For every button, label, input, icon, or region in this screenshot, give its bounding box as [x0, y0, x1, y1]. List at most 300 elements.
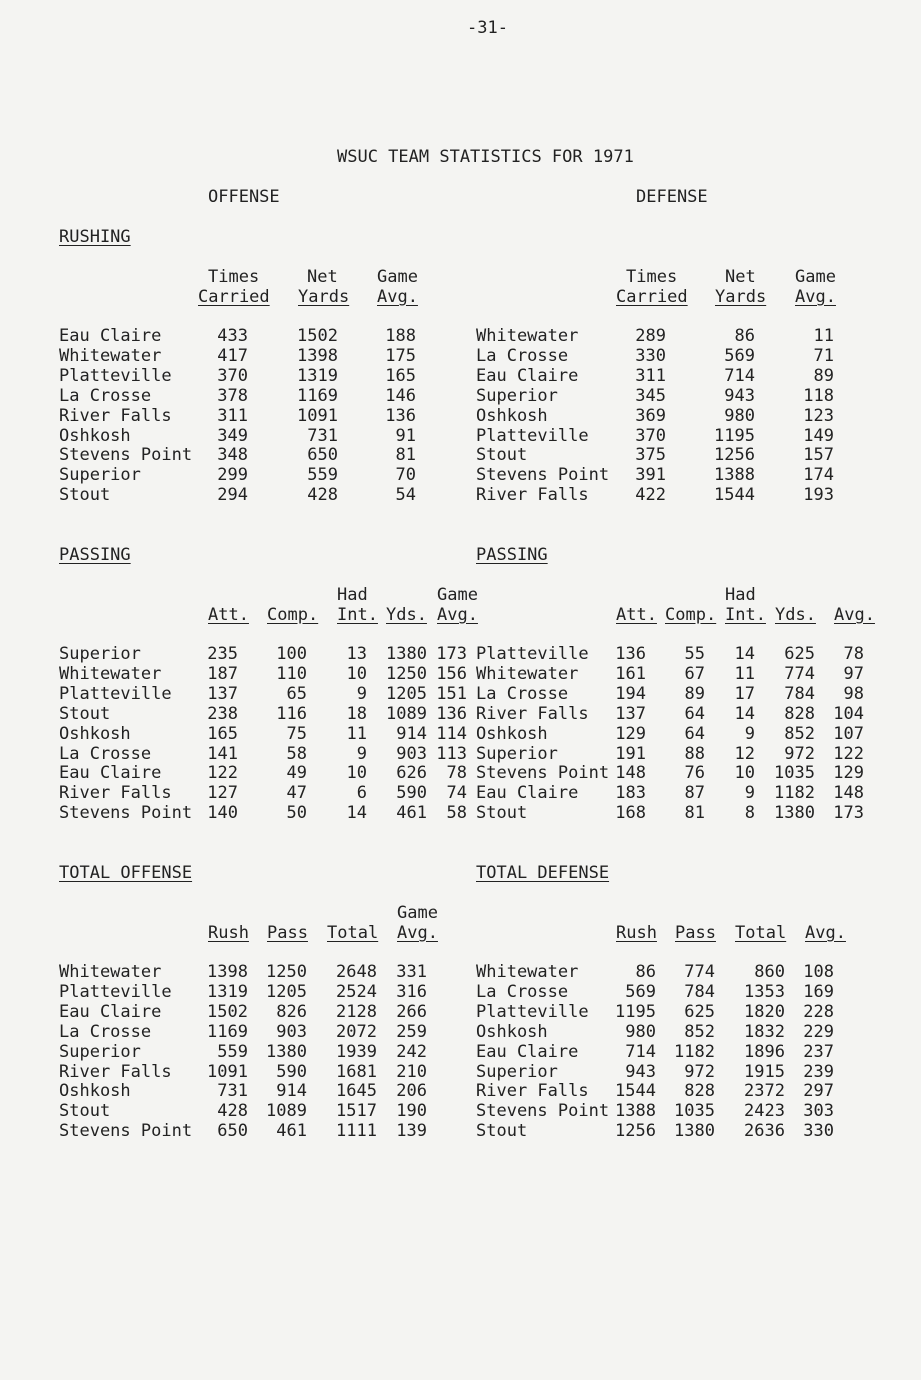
- stat-cell: 428: [307, 485, 338, 505]
- pass-off-hdr-att: Att.: [208, 605, 249, 625]
- rush-off-hdr-times: Times: [208, 267, 260, 287]
- stat-cell: 1089: [386, 704, 427, 724]
- stat-cell: 1169: [297, 386, 338, 406]
- stat-cell: 316: [396, 982, 427, 1002]
- stat-cell: 156: [436, 664, 467, 684]
- stat-cell: 75: [286, 724, 307, 744]
- stat-cell: 433: [217, 326, 248, 346]
- stat-cell: 87: [684, 783, 705, 803]
- stat-cell: 116: [276, 704, 307, 724]
- team-name: Oshkosh: [59, 724, 131, 744]
- stat-cell: 137: [615, 704, 646, 724]
- stat-cell: 58: [286, 744, 307, 764]
- team-name: Stevens Point: [476, 763, 610, 783]
- team-name: Stout: [476, 803, 528, 823]
- stat-cell: 237: [803, 1042, 834, 1062]
- team-name: Stevens Point: [476, 1101, 610, 1121]
- stat-cell: 190: [396, 1101, 427, 1121]
- stat-cell: 303: [803, 1101, 834, 1121]
- team-name: Stevens Point: [59, 445, 193, 465]
- rush-def-hdr-net: Net: [725, 267, 756, 287]
- stat-cell: 1398: [297, 346, 338, 366]
- stat-cell: 122: [833, 744, 864, 764]
- stat-cell: 259: [396, 1022, 427, 1042]
- stat-cell: 784: [784, 684, 815, 704]
- stat-cell: 136: [436, 704, 467, 724]
- rush-def-hdr-game: Game: [795, 267, 836, 287]
- team-name: Eau Claire: [59, 763, 162, 783]
- stat-cell: 1502: [207, 1002, 248, 1022]
- team-name: La Crosse: [59, 1022, 152, 1042]
- stat-cell: 9: [356, 744, 367, 764]
- stat-cell: 369: [635, 406, 666, 426]
- stat-cell: 9: [744, 783, 755, 803]
- stat-cell: 18: [346, 704, 367, 724]
- team-name: Platteville: [59, 684, 172, 704]
- stat-cell: 161: [615, 664, 646, 684]
- stat-cell: 774: [784, 664, 815, 684]
- pass-def-hdr-int: Int.: [725, 605, 766, 625]
- stat-cell: 1091: [297, 406, 338, 426]
- stat-cell: 194: [615, 684, 646, 704]
- stat-cell: 1319: [207, 982, 248, 1002]
- rush-off-hdr-net: Net: [307, 267, 338, 287]
- stat-cell: 1645: [336, 1081, 377, 1101]
- team-name: River Falls: [59, 783, 172, 803]
- tot-off-hdr-rush: Rush: [208, 923, 249, 943]
- team-name: Stevens Point: [476, 465, 610, 485]
- stat-cell: 81: [684, 803, 705, 823]
- stat-cell: 67: [684, 664, 705, 684]
- stat-cell: 151: [436, 684, 467, 704]
- stat-cell: 1256: [615, 1121, 656, 1141]
- team-name: Whitewater: [59, 664, 162, 684]
- stat-cell: 1939: [336, 1042, 377, 1062]
- rush-def-hdr-carried: Carried: [616, 287, 688, 307]
- pass-off-hdr-had: Had: [337, 585, 368, 605]
- stat-cell: 17: [734, 684, 755, 704]
- total-defense-heading: TOTAL DEFENSE: [476, 863, 610, 883]
- stat-cell: 129: [615, 724, 646, 744]
- stat-cell: 1896: [744, 1042, 785, 1062]
- stat-cell: 228: [803, 1002, 834, 1022]
- stat-cell: 89: [684, 684, 705, 704]
- team-name: Superior: [476, 1062, 558, 1082]
- stat-cell: 1319: [297, 366, 338, 386]
- stat-cell: 1398: [207, 962, 248, 982]
- stat-cell: 165: [385, 366, 416, 386]
- team-name: Whitewater: [476, 962, 579, 982]
- stat-cell: 137: [207, 684, 238, 704]
- stat-cell: 625: [784, 644, 815, 664]
- stat-cell: 98: [843, 684, 864, 704]
- stat-cell: 731: [307, 426, 338, 446]
- stat-cell: 375: [635, 445, 666, 465]
- stat-cell: 148: [615, 763, 646, 783]
- team-name: La Crosse: [476, 346, 569, 366]
- stat-cell: 626: [396, 763, 427, 783]
- stat-cell: 852: [784, 724, 815, 744]
- stat-cell: 6: [356, 783, 367, 803]
- stat-cell: 980: [625, 1022, 656, 1042]
- stat-cell: 914: [276, 1081, 307, 1101]
- team-name: Platteville: [476, 1002, 589, 1022]
- stat-cell: 64: [684, 704, 705, 724]
- page-number: -31-: [467, 18, 508, 38]
- stat-cell: 11: [813, 326, 834, 346]
- pass-off-hdr-comp: Comp.: [267, 605, 319, 625]
- stat-cell: 175: [385, 346, 416, 366]
- team-name: Platteville: [59, 366, 172, 386]
- stat-cell: 2636: [744, 1121, 785, 1141]
- stat-cell: 980: [724, 406, 755, 426]
- stat-cell: 461: [276, 1121, 307, 1141]
- team-name: Platteville: [59, 982, 172, 1002]
- pass-def-hdr-had: Had: [725, 585, 756, 605]
- passing-offense-heading: PASSING: [59, 545, 131, 565]
- pass-def-hdr-att: Att.: [616, 605, 657, 625]
- pass-off-hdr-avg: Avg.: [437, 605, 478, 625]
- team-name: Oshkosh: [59, 426, 131, 446]
- pass-off-hdr-game: Game: [437, 585, 478, 605]
- stat-cell: 826: [276, 1002, 307, 1022]
- stat-cell: 1544: [714, 485, 755, 505]
- stat-cell: 11: [346, 724, 367, 744]
- stat-cell: 903: [276, 1022, 307, 1042]
- stat-cell: 714: [625, 1042, 656, 1062]
- stat-cell: 10: [346, 763, 367, 783]
- stat-cell: 391: [635, 465, 666, 485]
- stat-cell: 13: [346, 644, 367, 664]
- team-name: Superior: [476, 386, 558, 406]
- stat-cell: 141: [207, 744, 238, 764]
- tot-def-hdr-total: Total: [735, 923, 787, 943]
- stat-cell: 97: [843, 664, 864, 684]
- stat-cell: 173: [436, 644, 467, 664]
- stat-cell: 122: [207, 763, 238, 783]
- stat-cell: 345: [635, 386, 666, 406]
- stat-cell: 1169: [207, 1022, 248, 1042]
- stat-cell: 210: [396, 1062, 427, 1082]
- stat-cell: 731: [217, 1081, 248, 1101]
- stat-cell: 114: [436, 724, 467, 744]
- team-name: Whitewater: [59, 962, 162, 982]
- stat-cell: 1502: [297, 326, 338, 346]
- stat-cell: 625: [684, 1002, 715, 1022]
- tot-off-hdr-total: Total: [327, 923, 379, 943]
- rush-off-hdr-carried: Carried: [198, 287, 270, 307]
- stat-cell: 1388: [714, 465, 755, 485]
- stat-cell: 2648: [336, 962, 377, 982]
- stat-cell: 297: [803, 1081, 834, 1101]
- stat-cell: 559: [217, 1042, 248, 1062]
- team-name: Stout: [59, 1101, 111, 1121]
- stat-cell: 289: [635, 326, 666, 346]
- stat-cell: 148: [833, 783, 864, 803]
- team-name: Eau Claire: [476, 783, 579, 803]
- stat-cell: 78: [446, 763, 467, 783]
- stat-cell: 136: [385, 406, 416, 426]
- stat-cell: 74: [446, 783, 467, 803]
- stat-cell: 113: [436, 744, 467, 764]
- stat-cell: 168: [615, 803, 646, 823]
- stat-cell: 828: [784, 704, 815, 724]
- team-name: River Falls: [59, 1062, 172, 1082]
- stat-cell: 1205: [386, 684, 427, 704]
- stat-cell: 370: [635, 426, 666, 446]
- stat-cell: 1250: [386, 664, 427, 684]
- team-name: Platteville: [476, 426, 589, 446]
- stat-cell: 174: [803, 465, 834, 485]
- stat-cell: 2372: [744, 1081, 785, 1101]
- stat-cell: 1380: [774, 803, 815, 823]
- stat-cell: 86: [635, 962, 656, 982]
- stat-cell: 1195: [615, 1002, 656, 1022]
- stat-cell: 1820: [744, 1002, 785, 1022]
- stat-cell: 2423: [744, 1101, 785, 1121]
- team-name: Eau Claire: [476, 1042, 579, 1062]
- stat-cell: 1111: [336, 1121, 377, 1141]
- stat-cell: 12: [734, 744, 755, 764]
- team-name: Oshkosh: [476, 724, 548, 744]
- pass-def-hdr-avg: Avg.: [834, 605, 875, 625]
- team-name: Stevens Point: [59, 1121, 193, 1141]
- stat-cell: 972: [784, 744, 815, 764]
- stat-cell: 76: [684, 763, 705, 783]
- stat-cell: 65: [286, 684, 307, 704]
- stat-cell: 943: [625, 1062, 656, 1082]
- team-name: Superior: [476, 744, 558, 764]
- stat-cell: 370: [217, 366, 248, 386]
- team-name: River Falls: [476, 704, 589, 724]
- team-name: Stout: [59, 704, 111, 724]
- team-name: Superior: [59, 644, 141, 664]
- stat-cell: 54: [395, 485, 416, 505]
- stat-cell: 311: [217, 406, 248, 426]
- stat-cell: 1380: [266, 1042, 307, 1062]
- stat-cell: 299: [217, 465, 248, 485]
- stat-cell: 239: [803, 1062, 834, 1082]
- tot-off-hdr-game: Game: [397, 903, 438, 923]
- stat-cell: 10: [734, 763, 755, 783]
- stat-cell: 136: [615, 644, 646, 664]
- stat-cell: 11: [734, 664, 755, 684]
- stat-cell: 1256: [714, 445, 755, 465]
- stat-cell: 1205: [266, 982, 307, 1002]
- stat-cell: 50: [286, 803, 307, 823]
- stat-cell: 1681: [336, 1062, 377, 1082]
- team-name: River Falls: [476, 485, 589, 505]
- stat-cell: 140: [207, 803, 238, 823]
- stat-cell: 569: [724, 346, 755, 366]
- stat-cell: 100: [276, 644, 307, 664]
- stat-cell: 242: [396, 1042, 427, 1062]
- tot-def-hdr-pass: Pass: [675, 923, 716, 943]
- pass-def-hdr-comp: Comp.: [665, 605, 717, 625]
- stat-cell: 903: [396, 744, 427, 764]
- stat-cell: 1035: [674, 1101, 715, 1121]
- stat-cell: 123: [803, 406, 834, 426]
- stat-cell: 2524: [336, 982, 377, 1002]
- stat-cell: 1388: [615, 1101, 656, 1121]
- stat-cell: 784: [684, 982, 715, 1002]
- stat-cell: 169: [803, 982, 834, 1002]
- team-name: Superior: [59, 1042, 141, 1062]
- team-name: Stout: [59, 485, 111, 505]
- team-name: La Crosse: [476, 684, 569, 704]
- stat-cell: 127: [207, 783, 238, 803]
- stat-cell: 943: [724, 386, 755, 406]
- rush-def-hdr-avg: Avg.: [795, 287, 836, 307]
- stat-cell: 1517: [336, 1101, 377, 1121]
- stat-cell: 1091: [207, 1062, 248, 1082]
- tot-off-hdr-avg: Avg.: [397, 923, 438, 943]
- stat-cell: 330: [803, 1121, 834, 1141]
- rush-off-hdr-game: Game: [377, 267, 418, 287]
- stat-cell: 238: [207, 704, 238, 724]
- stat-cell: 266: [396, 1002, 427, 1022]
- tot-def-hdr-rush: Rush: [616, 923, 657, 943]
- passing-defense-heading: PASSING: [476, 545, 548, 565]
- team-name: Oshkosh: [476, 1022, 548, 1042]
- team-name: Oshkosh: [476, 406, 548, 426]
- stat-cell: 139: [396, 1121, 427, 1141]
- stat-cell: 78: [843, 644, 864, 664]
- stat-cell: 852: [684, 1022, 715, 1042]
- stat-cell: 89: [813, 366, 834, 386]
- stat-cell: 330: [635, 346, 666, 366]
- team-name: River Falls: [476, 1081, 589, 1101]
- stat-cell: 191: [615, 744, 646, 764]
- stat-cell: 188: [385, 326, 416, 346]
- stat-cell: 10: [346, 664, 367, 684]
- offense-label: OFFENSE: [208, 187, 280, 207]
- stat-cell: 14: [346, 803, 367, 823]
- stat-cell: 8: [744, 803, 755, 823]
- stat-cell: 86: [734, 326, 755, 346]
- stat-cell: 173: [833, 803, 864, 823]
- stat-cell: 650: [307, 445, 338, 465]
- stat-cell: 461: [396, 803, 427, 823]
- team-name: Eau Claire: [476, 366, 579, 386]
- total-offense-heading: TOTAL OFFENSE: [59, 863, 193, 883]
- stat-cell: 1380: [386, 644, 427, 664]
- stat-cell: 183: [615, 783, 646, 803]
- stat-cell: 1832: [744, 1022, 785, 1042]
- stat-cell: 1380: [674, 1121, 715, 1141]
- stat-cell: 650: [217, 1121, 248, 1141]
- stat-cell: 1089: [266, 1101, 307, 1121]
- stat-cell: 590: [276, 1062, 307, 1082]
- pass-def-hdr-yds: Yds.: [775, 605, 816, 625]
- page-title: WSUC TEAM STATISTICS FOR 1971: [337, 147, 634, 167]
- stat-cell: 58: [446, 803, 467, 823]
- stat-cell: 378: [217, 386, 248, 406]
- stat-cell: 349: [217, 426, 248, 446]
- team-name: La Crosse: [59, 744, 152, 764]
- stat-cell: 14: [734, 644, 755, 664]
- team-name: La Crosse: [59, 386, 152, 406]
- stat-cell: 71: [813, 346, 834, 366]
- stat-cell: 146: [385, 386, 416, 406]
- stat-cell: 1915: [744, 1062, 785, 1082]
- team-name: Stout: [476, 1121, 528, 1141]
- stat-cell: 206: [396, 1081, 427, 1101]
- stat-cell: 81: [395, 445, 416, 465]
- stat-cell: 828: [684, 1081, 715, 1101]
- stat-cell: 1182: [774, 783, 815, 803]
- team-name: Whitewater: [59, 346, 162, 366]
- stat-cell: 1544: [615, 1081, 656, 1101]
- stat-cell: 110: [276, 664, 307, 684]
- stat-cell: 14: [734, 704, 755, 724]
- stat-cell: 590: [396, 783, 427, 803]
- rush-def-hdr-times: Times: [626, 267, 678, 287]
- team-name: Oshkosh: [59, 1081, 131, 1101]
- team-name: Platteville: [476, 644, 589, 664]
- stat-cell: 108: [803, 962, 834, 982]
- stat-cell: 1035: [774, 763, 815, 783]
- stat-cell: 64: [684, 724, 705, 744]
- stat-cell: 9: [744, 724, 755, 744]
- stat-cell: 1353: [744, 982, 785, 1002]
- team-name: La Crosse: [476, 982, 569, 1002]
- team-name: Eau Claire: [59, 326, 162, 346]
- stat-cell: 2128: [336, 1002, 377, 1022]
- stat-cell: 107: [833, 724, 864, 744]
- team-name: River Falls: [59, 406, 172, 426]
- stat-cell: 9: [356, 684, 367, 704]
- stat-cell: 88: [684, 744, 705, 764]
- stat-cell: 229: [803, 1022, 834, 1042]
- rush-def-hdr-yards: Yards: [715, 287, 767, 307]
- stat-cell: 70: [395, 465, 416, 485]
- stat-cell: 91: [395, 426, 416, 446]
- pass-off-hdr-yds: Yds.: [386, 605, 427, 625]
- stat-cell: 417: [217, 346, 248, 366]
- team-name: Stout: [476, 445, 528, 465]
- stat-cell: 193: [803, 485, 834, 505]
- stat-cell: 118: [803, 386, 834, 406]
- stat-cell: 1250: [266, 962, 307, 982]
- stat-cell: 972: [684, 1062, 715, 1082]
- stat-cell: 47: [286, 783, 307, 803]
- defense-label: DEFENSE: [636, 187, 708, 207]
- stat-cell: 311: [635, 366, 666, 386]
- tot-off-hdr-pass: Pass: [267, 923, 308, 943]
- stat-cell: 348: [217, 445, 248, 465]
- team-name: Whitewater: [476, 326, 579, 346]
- stat-cell: 428: [217, 1101, 248, 1121]
- stat-cell: 422: [635, 485, 666, 505]
- stat-cell: 914: [396, 724, 427, 744]
- stat-cell: 1182: [674, 1042, 715, 1062]
- team-name: Whitewater: [476, 664, 579, 684]
- stat-cell: 187: [207, 664, 238, 684]
- rush-off-hdr-yards: Yards: [298, 287, 350, 307]
- stat-cell: 129: [833, 763, 864, 783]
- stat-cell: 165: [207, 724, 238, 744]
- stat-cell: 559: [307, 465, 338, 485]
- pass-off-hdr-int: Int.: [337, 605, 378, 625]
- stat-cell: 860: [754, 962, 785, 982]
- stat-cell: 294: [217, 485, 248, 505]
- stat-cell: 49: [286, 763, 307, 783]
- stat-cell: 569: [625, 982, 656, 1002]
- stat-cell: 235: [207, 644, 238, 664]
- tot-def-hdr-avg: Avg.: [805, 923, 846, 943]
- stat-cell: 774: [684, 962, 715, 982]
